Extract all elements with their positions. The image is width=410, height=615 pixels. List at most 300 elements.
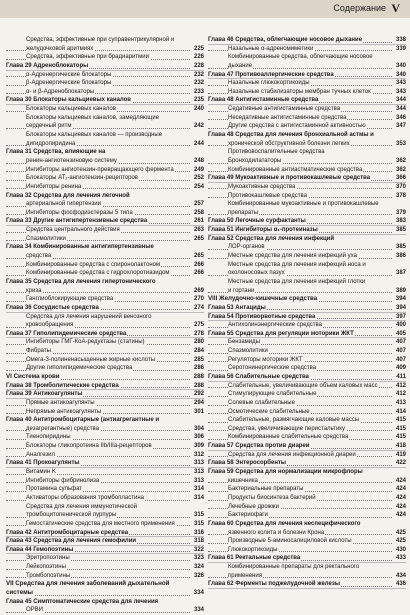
toc-item-entry [208, 148, 406, 157]
toc-entry-title: околоносовых пазух [228, 270, 285, 277]
toc-page-number: 378 [395, 192, 406, 199]
toc-entry-title: Глава 48 Антигистаминные средства [208, 97, 319, 104]
toc-item-entry [208, 261, 406, 270]
toc-item-entry [208, 45, 406, 54]
toc-item-entry [208, 390, 406, 399]
toc-entry-title: Комбинированные слабительные средства [228, 434, 349, 441]
toc-page-number [203, 504, 204, 510]
toc-entry-title: Ингибиторы ГМГ-КоА-редуктазы (статины) [26, 339, 145, 346]
toc-page-number: 383 [395, 218, 406, 225]
toc-page-number: 353 [395, 140, 406, 147]
toc-item-entry [6, 477, 204, 486]
toc-item-entry [6, 485, 204, 494]
toc-entry-title: Глюкокортикоиды [228, 546, 278, 553]
toc-entry-title: Омега-3-полиненасыщенные жирные кислоты [26, 356, 156, 363]
toc-item-entry [6, 36, 204, 45]
toc-item-entry [208, 563, 406, 572]
toc-page-number: 326 [193, 572, 204, 579]
toc-entry-title: Седативные антигистаминные средства [228, 106, 341, 113]
toc-page-number: 362 [395, 157, 406, 164]
toc-chapter-entry [208, 131, 406, 140]
toc-item-entry [208, 79, 406, 88]
toc-page-number: 315 [193, 512, 204, 519]
toc-entry-title: Ингибиторы фибринолиза [26, 477, 100, 484]
toc-item-entry [208, 53, 406, 62]
toc-page-number [203, 279, 204, 285]
toc-page-number [203, 193, 204, 199]
toc-page-number: 344 [395, 106, 406, 113]
toc-entry-title: Глава 56 Слабительные средства [208, 373, 309, 380]
toc-page-number [203, 244, 204, 250]
toc-chapter-entry [208, 313, 406, 322]
toc-item-entry [208, 494, 406, 503]
toc-entry-title: Мукоактивные средства [228, 183, 296, 190]
toc-page-number: 422 [395, 460, 406, 467]
toc-entry-title: Назальные α-адреномиметики [228, 45, 314, 52]
toc-entry-title: Комбинированные средства с спиронолактоном [26, 261, 161, 268]
toc-entry-title: Блокаторы гликопротеина IIb/IIIa-рецепторов [26, 443, 152, 450]
toc-item-entry [6, 174, 204, 183]
toc-continuation-entry [208, 243, 406, 252]
toc-item-entry [6, 88, 204, 97]
toc-page-number [405, 469, 406, 475]
toc-item-entry [6, 338, 204, 347]
toc-entry-title: Глава 57 Средства против диареи [208, 443, 310, 450]
toc-item-entry [208, 485, 406, 494]
toc-item-entry [6, 114, 204, 123]
toc-chapter-entry [6, 217, 204, 226]
toc-page-number: 269 [193, 287, 204, 294]
toc-chapter-entry [6, 529, 204, 538]
toc-chapter-entry [208, 459, 406, 468]
toc-entry-title: Местные средства для лечения инфекций носа и [228, 261, 366, 268]
toc-entry-title: Бензамиды [228, 339, 260, 346]
toc-entry-title: Местные средства для лечения инфекций уха [228, 253, 357, 260]
toc-item-entry [208, 166, 406, 175]
toc-item-entry [6, 166, 204, 175]
toc-page-number: 424 [395, 494, 406, 501]
toc-page-number: 415 [395, 417, 406, 424]
toc-page-number: 278 [193, 330, 204, 337]
toc-page-number: 240 [193, 106, 204, 113]
toc-item-entry [6, 572, 204, 581]
toc-continuation-entry [6, 157, 204, 166]
toc-item-entry [6, 503, 204, 512]
toc-entry-title: Блокаторы кальциевых каналов [26, 106, 116, 113]
toc-page-number: 394 [395, 304, 406, 311]
toc-entry-title: Глава 59 Средства для нормализации микрофлоры [208, 469, 363, 476]
toc-entry-title: ЛОР-органов [228, 244, 265, 251]
toc-item-entry [6, 53, 204, 62]
toc-chapter-entry [6, 243, 204, 252]
toc-continuation-entry [208, 287, 406, 296]
toc-entry-title: Средства для лечения инфекционной диареи [228, 451, 356, 458]
toc-entry-title: Продукты биосинтеза бактерий [228, 494, 316, 501]
toc-page-number: 343 [395, 80, 406, 87]
toc-item-entry [6, 209, 204, 218]
toc-page-number: 366 [395, 175, 406, 182]
toc-page-number [405, 201, 406, 207]
toc-chapter-entry [208, 36, 406, 45]
toc-continuation-entry [208, 62, 406, 71]
toc-page-number: 313 [193, 469, 204, 476]
toc-item-entry [6, 399, 204, 408]
toc-page-number [203, 580, 204, 587]
toc-chapter-entry [208, 71, 406, 80]
toc-entry-title: Тиенопиридины [26, 434, 71, 441]
toc-entry-title: Стимулирующие слабительные [228, 391, 317, 398]
toc-section-entry [6, 580, 204, 589]
toc-chapter-entry [6, 390, 204, 399]
toc-entry-title: Глава 44 Гемопоэтины [6, 546, 74, 553]
toc-entry-title: Глава 42 Антитромбоцитарные средства [6, 529, 129, 536]
toc-item-entry [208, 511, 406, 520]
toc-entry-title: Блокаторы AT₁-ангиотензин-рецепторов [26, 175, 138, 182]
toc-continuation-entry [6, 511, 204, 520]
toc-entry-title: Слабительные, увеличивающие объем каловых масс [228, 382, 378, 389]
toc-page-number: 424 [395, 477, 406, 484]
toc-page-number [203, 599, 204, 605]
toc-page-number: 285 [193, 356, 204, 363]
toc-entry-title: Средства, эффективные при суправентрикулярной и [26, 37, 175, 43]
toc-page-number: 385 [395, 227, 406, 234]
toc-chapter-entry [208, 174, 406, 183]
toc-page-number: 379 [395, 209, 406, 216]
toc-page-number [405, 279, 406, 285]
toc-page-number: 265 [193, 253, 204, 260]
toc-item-entry [208, 451, 406, 460]
toc-page-number: 323 [193, 555, 204, 562]
toc-page-number: 430 [395, 546, 406, 553]
toc-page-number [405, 54, 406, 60]
toc-chapter-entry [6, 330, 204, 339]
toc-page-number: 313 [193, 477, 204, 484]
toc-item-entry [208, 183, 406, 192]
toc-entry-title: Спазмолитики [228, 348, 268, 355]
toc-entry-title: Аналгезил [26, 451, 56, 458]
toc-entry-title: Другие средства с антигистаминной активностью [228, 123, 366, 130]
toc-entry-title: Фибраты [26, 348, 51, 355]
toc-continuation-entry [208, 209, 406, 218]
toc-page-number: 280 [193, 339, 204, 346]
toc-page-number: 232 [193, 71, 204, 78]
toc-page-number: 418 [395, 443, 406, 450]
toc-page-number: 315 [193, 520, 204, 527]
toc-entry-title: Ингибиторы ренина [26, 183, 82, 190]
toc-item-entry [6, 356, 204, 365]
toc-entry-title: криза [26, 287, 42, 294]
toc-chapter-entry [6, 62, 204, 71]
toc-page-number: 284 [193, 348, 204, 355]
toc-item-entry [208, 105, 406, 114]
toc-page-number: 433 [395, 555, 406, 562]
toc-entry-title: Глава 39 Антикоагулянты [6, 391, 83, 398]
toc-section-entry [6, 373, 204, 382]
toc-entry-title: средства [26, 253, 52, 260]
toc-entry-title: Противовоспалительные средства [228, 149, 325, 156]
toc-item-entry [6, 131, 204, 140]
toc-item-entry [208, 364, 406, 373]
toc-page-number: 226 [193, 54, 204, 61]
toc-entry-title: Бронходилататоры [228, 157, 282, 164]
toc-item-entry [208, 382, 406, 391]
toc-page-number: 274 [193, 304, 204, 311]
toc-continuation-entry [6, 140, 204, 149]
toc-page-number: 275 [193, 322, 204, 329]
toc-page-number: 263 [193, 227, 204, 234]
toc-entry-title: Слабительные, размягчающие каловые массы [228, 417, 360, 424]
toc-page-number: 228 [193, 62, 204, 69]
toc-entry-title: ОРВИ [26, 607, 43, 614]
toc-entry-title: Серотонинергические средства [228, 365, 317, 372]
toc-chapter-entry [6, 192, 204, 201]
toc-entry-title: Лечебные дрожжи [228, 503, 280, 510]
toc-page-number: 318 [193, 538, 204, 545]
toc-entry-title: Глава 29 Адреноблокаторы [6, 62, 89, 69]
toc-chapter-entry [6, 148, 204, 157]
running-title: Содержание [333, 3, 386, 13]
toc-continuation-entry [6, 122, 204, 131]
page-header [0, 0, 410, 18]
toc-item-entry [208, 338, 406, 347]
toc-page-number: 232 [193, 80, 204, 87]
toc-entry-title: Противокашлевые средства [228, 192, 307, 199]
toc-entry-title: Средства для лечения нарушений венозного [26, 313, 152, 320]
toc-chapter-entry [6, 382, 204, 391]
toc-page-number: 425 [395, 529, 406, 536]
toc-entry-title: Блокаторы кальциевых каналов, замедляющие [26, 114, 160, 121]
toc-continuation-entry [6, 252, 204, 261]
toc-entry-title: Ганглиоблокирующие средства [26, 296, 114, 303]
toc-page-number: 249 [193, 166, 204, 173]
toc-entry-title: Глава 58 Энтеросорбенты [208, 460, 287, 467]
toc-entry-title: Комбинированные препараты для ректального [228, 564, 360, 571]
row-divider [208, 588, 406, 589]
toc-page-number: 425 [395, 538, 406, 545]
toc-page-number: 312 [193, 451, 204, 458]
toc-page-number: 266 [193, 270, 204, 277]
toc-page-number: 313 [193, 460, 204, 467]
toc-page-number: 261 [193, 218, 204, 225]
toc-entry-title: Комбинированные антиастматические средства [228, 166, 363, 173]
toc-chapter-entry [208, 520, 406, 529]
toc-page-number [203, 132, 204, 138]
toc-entry-title: Средства, увеличивающие перистальтику [228, 425, 345, 432]
toc-entry-title: Назальные глюкокортикоиды [228, 80, 310, 87]
toc-entry-title: Глава 60 Средства для лечения неспецифического [208, 520, 361, 527]
toc-page-number: 288 [193, 382, 204, 389]
toc-item-entry [6, 235, 204, 244]
toc-chapter-entry [6, 598, 204, 607]
toc-page-number: 385 [395, 244, 406, 251]
toc-entry-title: дезагрегантные) средства [26, 425, 99, 432]
toc-entry-title: Глава 30 Блокаторы кальциевых каналов [6, 97, 131, 104]
toc-entry-title: Регуляторы моторики ЖКТ [228, 356, 303, 363]
toc-entry-title: язвенного колита и болезни Крона [228, 529, 325, 536]
toc-item-entry [6, 408, 204, 417]
toc-entry-title: артериальной гипертензии [26, 201, 101, 208]
toc-entry-title: дыхание [228, 62, 253, 69]
toc-page-number: 286 [193, 365, 204, 372]
toc-item-entry [208, 278, 406, 287]
toc-item-entry [208, 399, 406, 408]
toc-page-number: 407 [395, 356, 406, 363]
toc-chapter-entry [208, 96, 406, 105]
toc-entry-title: Средства центрального действия [26, 227, 120, 234]
toc-page-number: 265 [193, 235, 204, 242]
toc-entry-title: применения [228, 572, 262, 579]
toc-entry-title: Глава 45 Симптоматические средства для лечения [6, 598, 159, 605]
toc-page-number [405, 236, 406, 242]
toc-entry-title: Производные 5-аминосалициловой кислоты [228, 538, 352, 545]
toc-page-number: 233 [193, 88, 204, 95]
toc-page-number: 294 [193, 399, 204, 406]
toc-entry-title: Средства для лечения иммунотической [26, 503, 137, 510]
toc-entry-title: Непрямые антикоагулянты [26, 408, 102, 415]
toc-page-number: 347 [395, 123, 406, 130]
toc-item-entry [6, 261, 204, 270]
toc-page-number: 314 [193, 486, 204, 493]
toc-entry-title: Солевые слабительные [228, 399, 295, 406]
toc-item-entry [6, 226, 204, 235]
toc-item-entry [6, 105, 204, 114]
toc-page-number: 415 [395, 434, 406, 441]
toc-chapter-entry [208, 468, 406, 477]
toc-page-number: 387 [395, 270, 406, 277]
toc-item-entry [6, 183, 204, 192]
toc-entry-title: Прямые антикоагулянты [26, 399, 95, 406]
toc-entry-title: Глава 35 Средства для лечения гипертонического [6, 278, 156, 285]
toc-chapter-entry [208, 442, 406, 451]
toc-page-number: 322 [193, 546, 204, 553]
toc-entry-title: Глава 34 Комбинированные антигипертензивные [6, 244, 154, 251]
page-number: V [391, 1, 400, 15]
toc-entry-title: α- и β-Адреноблокаторы [26, 88, 95, 95]
toc-page-number: 340 [395, 71, 406, 78]
toc-page-number: 252 [193, 175, 204, 182]
toc-page-number: 258 [193, 209, 204, 216]
toc-page-number: 288 [193, 372, 204, 380]
toc-page-number: 424 [395, 503, 406, 510]
toc-page-number: 412 [395, 382, 406, 389]
toc-item-entry [208, 114, 406, 123]
toc-page-number [405, 564, 406, 570]
toc-page-number: 254 [193, 183, 204, 190]
toc-page-number: 334 [193, 607, 204, 614]
toc-item-entry [6, 71, 204, 80]
toc-page-number: 405 [395, 330, 406, 337]
toc-page-number: 411 [396, 373, 406, 380]
toc-entry-title: Ингибиторы фосфодиэстеразы 5 типа [26, 209, 133, 216]
toc-section-entry [6, 589, 204, 598]
toc-entry-title: Глава 54 Противорвотные средства [208, 313, 316, 320]
toc-item-entry [6, 364, 204, 373]
toc-page-number: 314 [193, 494, 204, 501]
toc-entry-title: Глава 36 Сосудистые средства [6, 304, 99, 311]
toc-page-number: 419 [395, 451, 406, 458]
toc-continuation-entry [6, 200, 204, 209]
toc-chapter-entry [208, 226, 406, 235]
toc-page-number: 270 [193, 296, 204, 303]
toc-page-number: 225 [193, 45, 204, 52]
toc-page-number [405, 132, 406, 138]
toc-entry-title: Комбинированные мукоактивные и противокашлевые [228, 201, 379, 208]
toc-entry-title: Глава 40 Антитромбоцитарные (антиагрегантные и [6, 417, 160, 424]
toc-entry-title: Осмотические слабительные [228, 408, 310, 415]
toc-entry-title: α-Адренергические блокаторы [26, 71, 112, 78]
toc-page-number: 407 [395, 348, 406, 355]
toc-page-number: 389 [395, 287, 406, 294]
toc-page-number: 338 [395, 37, 406, 43]
toc-entry-title: Глава 37 Гиполипидемические средства [6, 330, 127, 337]
toc-page-number [405, 262, 406, 268]
toc-item-entry [208, 408, 406, 417]
toc-entry-title: Глава 52 Средства для лечения инфекций [208, 235, 335, 242]
toc-entry-title: и гортани [228, 287, 255, 294]
toc-item-entry [6, 269, 204, 278]
toc-page-number: 235 [193, 97, 204, 104]
toc-entry-title: Глава 46 Средства, облегчающие носовое дыхание [208, 37, 363, 43]
toc-entry-title: Глава 38 Тромболитические средства [6, 382, 119, 389]
toc-entry-title: кровообращения [26, 322, 74, 329]
toc-entry-title: препараты [228, 209, 259, 216]
toc-entry-title: Блокаторы кальциевых каналов — производные [26, 132, 163, 139]
toc-entry-title: желудочковой аритмиях [26, 45, 94, 52]
toc-item-entry [6, 520, 204, 529]
toc-page-number: 248 [193, 157, 204, 164]
toc-page-number: 324 [193, 564, 204, 571]
toc-entry-title: Глава 49 Мукоактивные и противокашлевые средства [208, 175, 371, 182]
toc-chapter-entry [208, 217, 406, 226]
toc-page-number: 407 [395, 339, 406, 346]
toc-page-number [405, 149, 406, 155]
toc-item-entry [208, 416, 406, 425]
toc-continuation-entry [6, 45, 204, 54]
toc-page-number: 397 [395, 313, 406, 320]
toc-page-number: 436 [395, 581, 406, 588]
toc-entry-title: Глава 48 Средства для лечения бронхиальной астмы и [208, 132, 374, 139]
toc-chapter-entry [6, 96, 204, 105]
toc-entry-title: хронической обструктивной болезни легких [228, 140, 350, 147]
toc-entry-title: Комбинированные средства, облегчающие носовое [228, 54, 373, 61]
toc-chapter-entry [208, 304, 406, 313]
toc-item-entry [6, 313, 204, 322]
toc-entry-title: Глава 47 Противоаллергические средства [208, 71, 334, 78]
toc-item-entry [6, 563, 204, 572]
toc-page-number: 434 [395, 572, 406, 579]
toc-item-entry [208, 537, 406, 546]
toc-page-number [203, 149, 204, 155]
toc-chapter-entry [208, 235, 406, 244]
toc-entry-title: Гемостатические средства для местного применения [26, 520, 175, 527]
toc-entry-title: Глава 53 Антациды [208, 304, 266, 311]
toc-entry-title: Комбинированные средства с гидрохлоротиазидом [26, 270, 170, 277]
toc-page-number: 340 [395, 62, 406, 69]
toc-chapter-entry [208, 330, 406, 339]
toc-continuation-entry [6, 321, 204, 330]
toc-continuation-entry [208, 269, 406, 278]
toc-entry-title: Неседативные антигистаминные средства [228, 114, 347, 121]
toc-page-number: 414 [395, 408, 406, 415]
toc-page-number [203, 115, 204, 121]
toc-page-number: 339 [395, 45, 406, 52]
toc-entry-title: Витамин K [26, 469, 56, 476]
toc-column-left [6, 36, 204, 615]
toc-page-number: 343 [395, 88, 406, 95]
toc-entry-title: Антихолинэнергические средства [228, 322, 322, 329]
toc-entry-title: Местные средства для лечения инфекций глотки [228, 278, 366, 285]
toc-item-entry [208, 88, 406, 97]
